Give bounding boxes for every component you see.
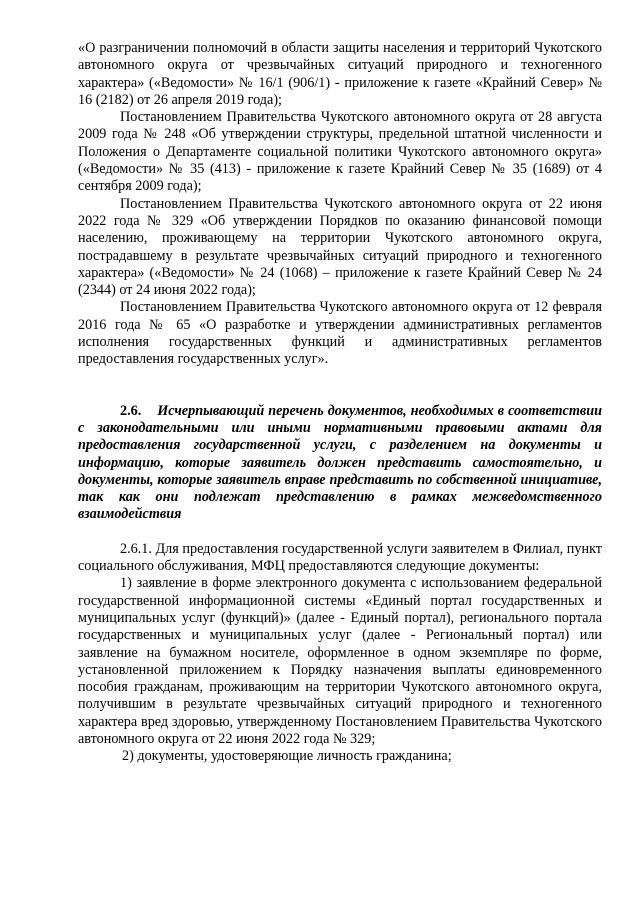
paragraph-3: Постановлением Правительства Чукотского автономного округа от 22 июня 2022 года № 329 «Об утверждении Порядков по оказанию финансовой помощи населению, проживающему на территории Чукотского автономного округа, пострадавшему в результате чрезвычайных ситуаций природного и техногенного характера» («Ведомости» № 24 (1068) – приложение к газете Крайний Север № 24 (2344) от 24 июня 2022 года); [78,195,602,299]
document-page [78,40,602,766]
list-item-2: 2) документы, удостоверяющие личность гражданина; [122,748,452,765]
section-title: Исчерпывающий перечень документов, необходимых в соответствии с законодательными или иными нормативными правовыми актами для предоставления государственной услуги, с разделением на документы и информацию, которые заявитель должен представить самостоятельно, и документы, которые заявитель вправе представить по собственной инициативе, так как они подлежат представлению в рамках межведомственного взаимодействия [78,402,602,523]
subsection-2-6-1: 2.6.1. Для предоставления государственной услуги заявителем в Филиал, пункт социального обслуживания, МФЦ предоставляются следующие документы: [78,540,602,575]
section-number: 2.6. [120,402,142,419]
section-heading [78,403,602,524]
paragraph-1: «О разграничении полномочий в области защиты населения и территорий Чукотского автономного округа от чрезвычайных ситуаций природного и техногенного характера» («Ведомости» № 16/1 (906/1) - приложение к газете «Крайний Север» № 16 (2182) от 26 апреля 2019 года); [78,40,602,108]
paragraph-2: Постановлением Правительства Чукотского автономного округа от 28 августа 2009 года № 248 «Об утверждении структуры, предельной штатной численности и Положения о Департаменте социальной политики Чукотского автономного округа» («Ведомости» № 35 (413) - приложение к газете Крайний Север № 35 (1689) от 4 сентября 2009 года); [78,109,602,195]
spacer [78,524,602,541]
spacer [78,369,602,403]
list-item-1: 1) заявление в форме электронного документа с использованием федеральной государственной информационной системы «Единый портал государственных и муниципальных услуг (функций)» (далее - Единый портал), регионального портала государственных и муниципальных услуг (далее - Региональный портал) или заявление на бумажном носителе, оформленное в одном экземпляре по форме, установленной приложением к Порядку назначения выплаты единовременного пособия гражданам, проживающим на территории Чукотского автономного округа, получившим в результате чрезвычайных ситуаций природного и техногенного характера вред здоровью, утвержденному Постановлением Правительства Чукотского автономного округа от 22 июня 2022 года № 329; [78,575,602,747]
paragraph-4: Постановлением Правительства Чукотского автономного округа от 12 февраля 2016 года № 65 «О разработке и утверждении административных регламентов исполнения государственных функций и административных регламентов предоставления государственных услуг». [78,299,602,368]
